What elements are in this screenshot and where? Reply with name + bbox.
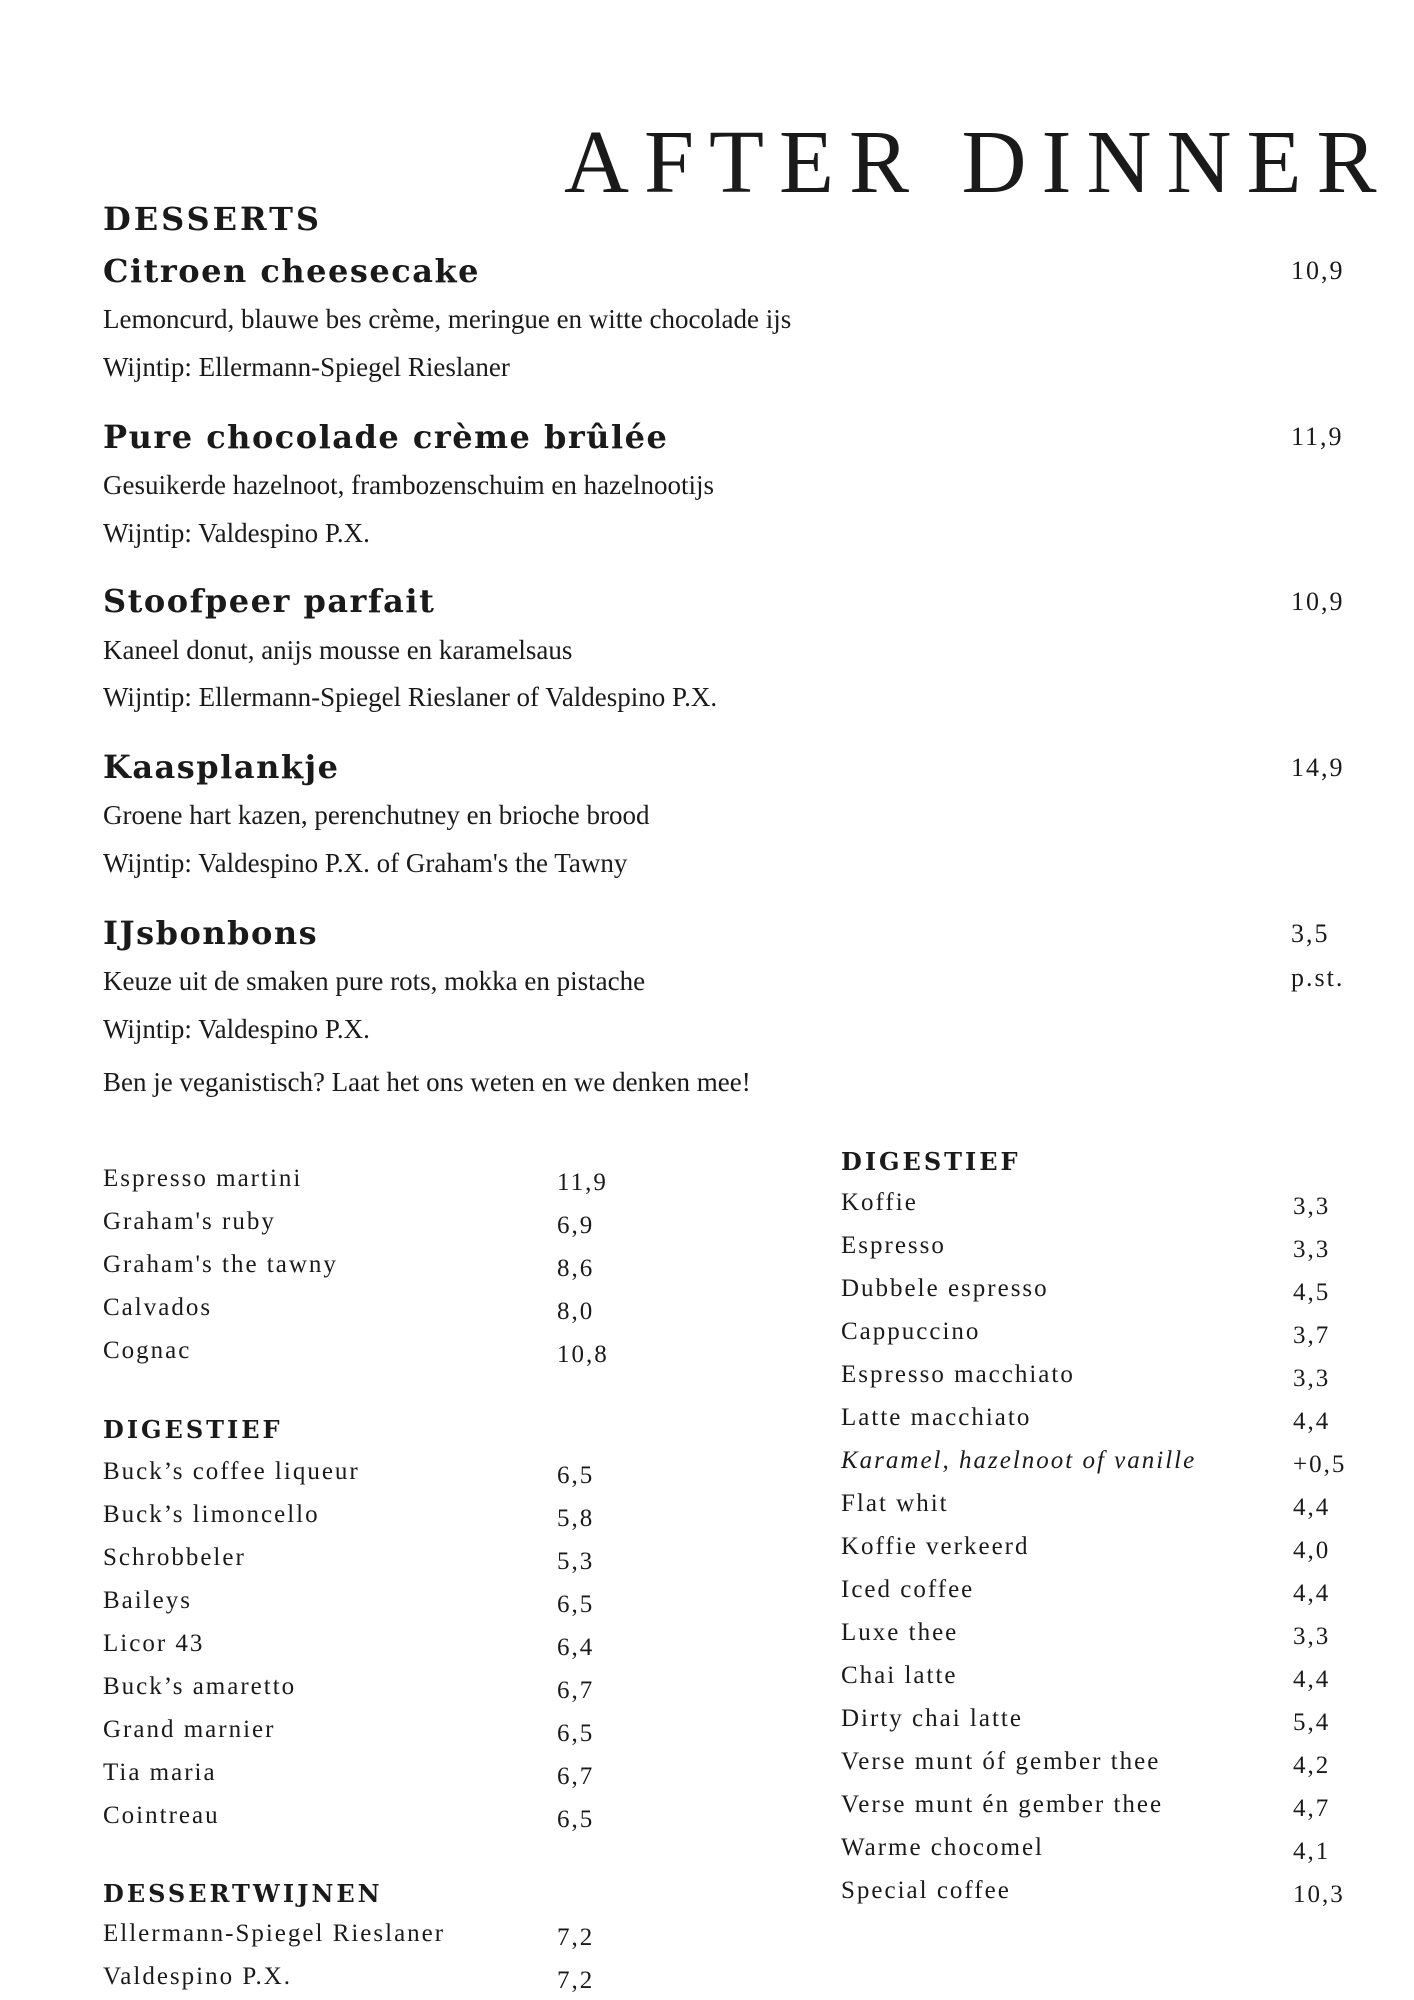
- list-item: Koffie verkeerd: [841, 1533, 1030, 1560]
- list-item-price: 6,4: [557, 1634, 595, 1661]
- list-item: Cognac: [103, 1337, 192, 1364]
- list-item-price: 7,2: [557, 1924, 595, 1951]
- dessert-description: Groene hart kazen, perenchutney en brioche brood: [103, 800, 650, 830]
- desserts-heading: DESSERTS: [103, 200, 322, 238]
- list-item-price: 3,3: [1293, 1623, 1331, 1650]
- list-item: Valdespino P.X.: [103, 1963, 293, 1990]
- dessert-wine-tip: Wijntip: Valdespino P.X.: [103, 518, 370, 548]
- list-item: Graham's the tawny: [103, 1251, 338, 1278]
- dessert-price: 14,9: [1291, 753, 1345, 782]
- list-item-price: 4,0: [1293, 1537, 1331, 1564]
- list-item: Verse munt én gember thee: [841, 1791, 1164, 1818]
- dessert-description: Kaneel donut, anijs mousse en karamelsaus: [103, 635, 573, 665]
- list-item-price: 4,4: [1293, 1580, 1331, 1607]
- dessert-price: 3,5: [1291, 919, 1330, 948]
- dessert-wine-tip: Wijntip: Valdespino P.X. of Graham's the Tawny: [103, 848, 628, 878]
- list-item-price: 4,1: [1293, 1838, 1331, 1865]
- list-item-price: 4,4: [1293, 1494, 1331, 1521]
- list-item: Chai latte: [841, 1662, 958, 1689]
- dessert-name: IJsbonbons: [103, 914, 319, 952]
- list-item-price: 6,9: [557, 1212, 595, 1239]
- dessert-price: 10,9: [1291, 587, 1345, 616]
- list-item-price: 10,8: [557, 1341, 609, 1368]
- list-item: Buck’s coffee liqueur: [103, 1458, 360, 1485]
- dessert-name: Stoofpeer parfait: [103, 582, 436, 620]
- list-item: Tia maria: [103, 1759, 217, 1786]
- list-item-price: 10,3: [1293, 1881, 1345, 1908]
- list-item-price: 8,0: [557, 1298, 595, 1325]
- list-item: Licor 43: [103, 1630, 205, 1657]
- list-item-price: 6,7: [557, 1763, 595, 1790]
- dessert-wine-tip: Wijntip: Valdespino P.X.: [103, 1014, 370, 1044]
- list-item-price: 8,6: [557, 1255, 595, 1282]
- list-item-price: 4,4: [1293, 1666, 1331, 1693]
- list-item-price: 6,5: [557, 1462, 595, 1489]
- list-item: Cappuccino: [841, 1318, 981, 1345]
- vegan-note: Ben je veganistisch? Laat het ons weten en we denken mee!: [103, 1067, 751, 1097]
- list-item: Cointreau: [103, 1802, 220, 1829]
- digestief-left-heading: DIGESTIEF: [103, 1415, 283, 1444]
- list-item-price: 3,3: [1293, 1365, 1331, 1392]
- list-item: Buck’s amaretto: [103, 1673, 297, 1700]
- list-item: Dirty chai latte: [841, 1705, 1023, 1732]
- list-item-price: 3,3: [1293, 1236, 1331, 1263]
- list-item-price: 6,5: [557, 1720, 595, 1747]
- list-item-price: 6,5: [557, 1591, 595, 1618]
- list-item-price: 4,4: [1293, 1408, 1331, 1435]
- list-item-price: +0,5: [1293, 1451, 1347, 1478]
- list-item: Schrobbeler: [103, 1544, 246, 1571]
- dessert-name: Citroen cheesecake: [103, 252, 480, 290]
- list-item: Verse munt óf gember thee: [841, 1748, 1161, 1775]
- dessertwijnen-heading: DESSERTWIJNEN: [103, 1879, 383, 1908]
- list-item-price: 6,7: [557, 1677, 595, 1704]
- list-item: Iced coffee: [841, 1576, 975, 1603]
- list-item: Grand marnier: [103, 1716, 276, 1743]
- dessert-wine-tip: Wijntip: Ellermann-Spiegel Rieslaner: [103, 352, 510, 382]
- list-item: Koffie: [841, 1189, 918, 1216]
- list-item-price: 4,7: [1293, 1795, 1331, 1822]
- list-item: Warme chocomel: [841, 1834, 1044, 1861]
- list-item-price: 3,3: [1293, 1193, 1331, 1220]
- dessert-price: 10,9: [1291, 256, 1345, 285]
- list-item: Graham's ruby: [103, 1208, 276, 1235]
- list-item-price: 7,2: [557, 1967, 595, 1994]
- list-item: Espresso macchiato: [841, 1361, 1075, 1388]
- list-item-price: 11,9: [557, 1169, 608, 1196]
- dessert-name: Pure chocolade crème brûlée: [103, 418, 669, 456]
- list-item-price: 3,7: [1293, 1322, 1331, 1349]
- dessert-price-unit: p.st.: [1291, 963, 1345, 992]
- list-item: Dubbele espresso: [841, 1275, 1049, 1302]
- digestief-right-heading: DIGESTIEF: [841, 1147, 1021, 1176]
- list-item-price: 6,5: [557, 1806, 595, 1833]
- dessert-description: Keuze uit de smaken pure rots, mokka en pistache: [103, 966, 646, 996]
- list-item: Baileys: [103, 1587, 192, 1614]
- list-item: Ellermann-Spiegel Rieslaner: [103, 1920, 446, 1947]
- dessert-description: Gesuikerde hazelnoot, frambozenschuim en hazelnootijs: [103, 470, 715, 500]
- dessert-wine-tip: Wijntip: Ellermann-Spiegel Rieslaner of Valdespino P.X.: [103, 682, 718, 712]
- dessert-name: Kaasplankje: [103, 748, 340, 786]
- list-item: Buck’s limoncello: [103, 1501, 320, 1528]
- list-item: Espresso: [841, 1232, 946, 1259]
- list-item-price: 5,8: [557, 1505, 595, 1532]
- list-item: Flat whit: [841, 1490, 949, 1517]
- list-item-price: 4,2: [1293, 1752, 1331, 1779]
- dessert-price: 11,9: [1291, 422, 1344, 451]
- dessert-description: Lemoncurd, blauwe bes crème, meringue en witte chocolade ijs: [103, 304, 792, 334]
- list-item: Special coffee: [841, 1877, 1011, 1904]
- list-item-price: 5,3: [557, 1548, 595, 1575]
- list-item: Calvados: [103, 1294, 213, 1321]
- list-item: Latte macchiato: [841, 1404, 1032, 1431]
- list-item-price: 5,4: [1293, 1709, 1331, 1736]
- list-item: Espresso martini: [103, 1165, 303, 1192]
- list-item-price: 4,5: [1293, 1279, 1331, 1306]
- list-item: Luxe thee: [841, 1619, 959, 1646]
- page-title: AFTER DINNER: [564, 113, 1392, 212]
- list-item-addon: Karamel, hazelnoot of vanille: [841, 1447, 1197, 1474]
